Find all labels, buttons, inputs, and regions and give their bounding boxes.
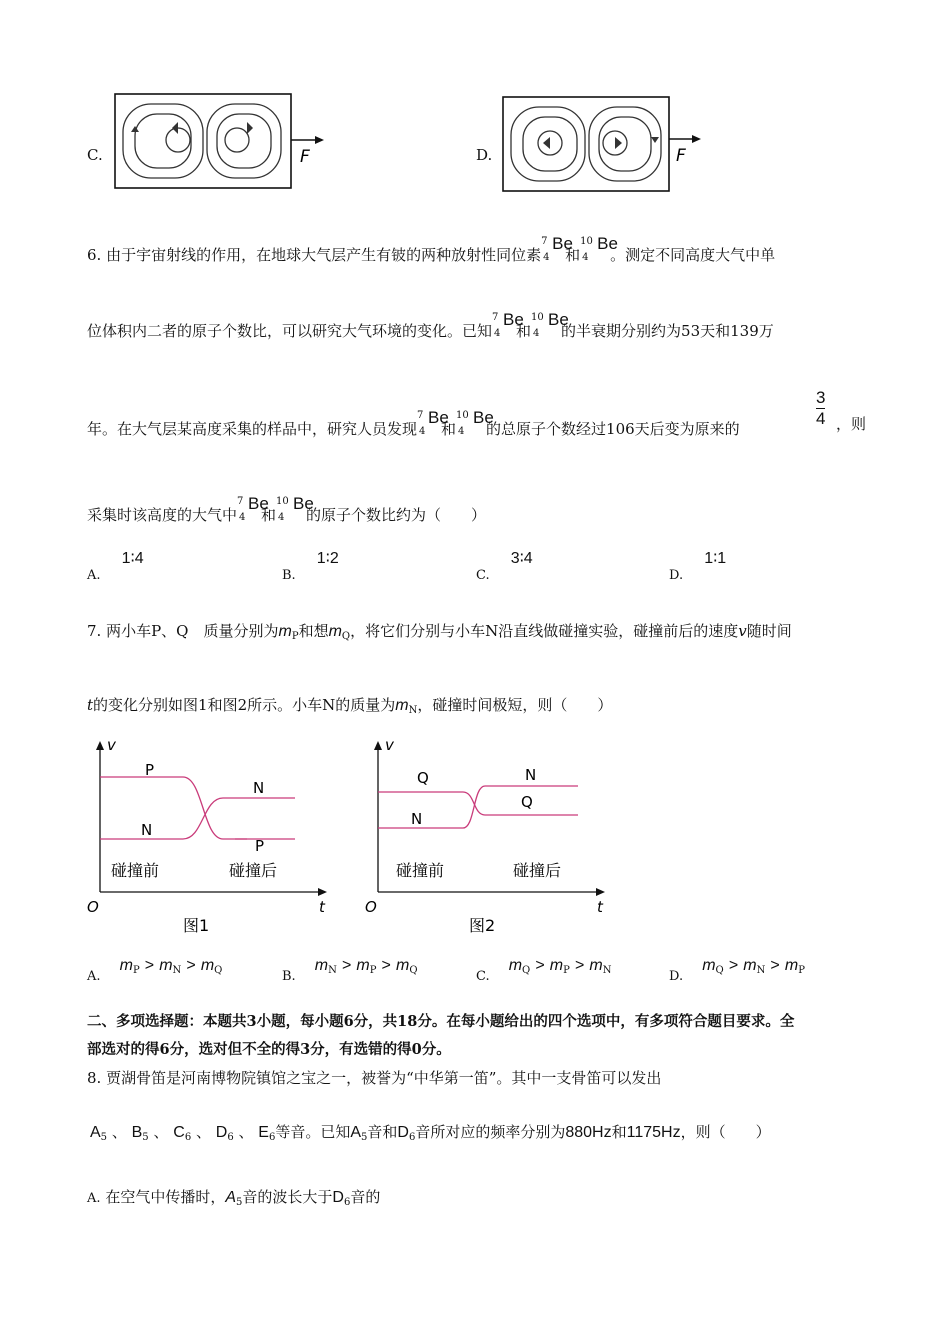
- q6-number: 6.: [87, 246, 102, 264]
- note-subscript: 6: [268, 1132, 276, 1143]
- current-loop-mid-left: [135, 114, 191, 168]
- mass-symbol: m: [589, 957, 603, 974]
- curve-label-n: N: [525, 766, 537, 784]
- q5-option-c-label: C.: [87, 146, 103, 164]
- note-subscript: 5: [100, 1132, 108, 1143]
- mass-symbol: m: [395, 697, 409, 714]
- q8-line-1: [87, 1068, 661, 1088]
- v-axis-arrow-icon: [374, 741, 382, 750]
- separator: 、: [111, 1123, 127, 1141]
- q6-option-a[interactable]: [87, 548, 144, 583]
- q8-text: ，则（ ）: [680, 1123, 771, 1141]
- greater-than: >: [144, 957, 155, 974]
- mass-symbol: m: [278, 623, 292, 640]
- p-velocity-curve: [100, 777, 247, 839]
- n-velocity-curve: [100, 798, 295, 839]
- q7-text: 的变化分别如图1和图2所示。小车N的质量为: [93, 696, 396, 714]
- section-2-heading-line-1: 二、多项选择题：本题共3小题，每小题6分，共18分。在每小题给出的四个选项中，有多项符合题目要求。全: [87, 1013, 795, 1030]
- q6-text: 由于宇宙射线的作用，在地球大气层产生有铍的两种放射性同位素: [106, 246, 542, 264]
- note-symbol: A: [350, 1124, 362, 1141]
- force-label: F: [676, 146, 686, 166]
- q7-option-d[interactable]: [669, 955, 805, 984]
- t-axis-arrow-icon: [596, 888, 605, 896]
- mass-subscript: P: [132, 965, 140, 976]
- note-symbol: C: [173, 1124, 185, 1141]
- q6-text: 的总原子个数经过106天后变为原来的: [486, 420, 740, 438]
- mass-subscript: N: [328, 965, 337, 976]
- direction-arrow-icon: [651, 137, 659, 143]
- mass-subscript: Q: [409, 965, 418, 976]
- mass-subscript: Q: [522, 965, 531, 976]
- note-subscript: 6: [184, 1132, 192, 1143]
- be7-nuclide: 7 4 Be: [237, 494, 269, 523]
- current-loop-outer-right: [589, 107, 661, 181]
- t-axis-label: t: [319, 898, 325, 916]
- time-symbol: t: [87, 696, 94, 714]
- fraction-denominator: 4: [816, 409, 826, 428]
- mass-symbol: m: [200, 957, 215, 974]
- v-axis-label: v: [107, 736, 116, 754]
- option-value: 3∶4: [510, 550, 533, 567]
- note-subscript: 5: [236, 1197, 243, 1208]
- be10-nuclide: 10 4 Be: [456, 408, 494, 437]
- q7-line-2: [87, 695, 612, 721]
- q6-text: 和: [565, 246, 581, 264]
- mass-symbol: m: [328, 623, 342, 640]
- mass-subscript: P: [798, 965, 805, 976]
- q8-line-2: [90, 1122, 771, 1148]
- greater-than: >: [341, 957, 352, 974]
- q6-line-3: [87, 408, 740, 439]
- q7-text: ，碰撞时间极短，则（ ）: [417, 696, 613, 714]
- option-text: 音的: [350, 1188, 381, 1206]
- direction-arrow-icon: [543, 137, 550, 149]
- q5-option-c-figure: [112, 90, 332, 192]
- separator: 、: [195, 1123, 211, 1141]
- q7-text: 和想: [298, 622, 329, 640]
- mass-subscript: N: [756, 965, 766, 976]
- q7-text: 随时间: [746, 622, 792, 640]
- direction-arrow-icon: [172, 122, 178, 134]
- q6-option-d[interactable]: [669, 548, 727, 583]
- q7-figure-2: [363, 735, 618, 940]
- separator: 、: [153, 1123, 169, 1141]
- option-label: D.: [669, 969, 684, 984]
- note-symbol: D: [397, 1124, 409, 1141]
- option-value: 1∶2: [316, 550, 339, 567]
- q6-text: 位体积内二者的原子个数比，可以研究大气环境的变化。已知: [87, 322, 493, 340]
- curve-label-p: P: [145, 761, 155, 779]
- mass-subscript: N: [408, 705, 418, 716]
- q6-text: 和: [261, 506, 277, 524]
- greater-than: >: [186, 957, 196, 974]
- q6-text: 和: [441, 420, 457, 438]
- greater-than: >: [574, 957, 585, 974]
- separator: 、: [238, 1123, 254, 1141]
- figure-caption: 图2: [469, 916, 496, 935]
- after-collision-label: 碰撞后: [513, 861, 562, 880]
- direction-arrow-icon: [131, 126, 139, 132]
- q6-option-b[interactable]: [282, 548, 339, 583]
- v-axis-arrow-icon: [96, 741, 104, 750]
- option-label: B.: [282, 969, 296, 984]
- note-subscript: 5: [142, 1132, 149, 1143]
- greater-than: >: [535, 957, 545, 974]
- mass-symbol: m: [508, 957, 523, 974]
- q-velocity-curve: [378, 792, 578, 815]
- mass-subscript: P: [563, 965, 570, 976]
- q6-text: 的半衰期分别约为53天和139万: [561, 322, 774, 340]
- be7-nuclide: 7 4 Be: [492, 310, 524, 339]
- before-collision-label: 碰撞前: [111, 861, 160, 880]
- t-axis-arrow-icon: [318, 888, 327, 896]
- be7-nuclide: 7 4 Be: [541, 234, 573, 263]
- option-label: B.: [282, 568, 296, 583]
- q8-text: 和: [611, 1123, 627, 1141]
- q6-line-2: [87, 310, 774, 341]
- q5-option-d-label: D.: [476, 146, 493, 164]
- curve-label-q: Q: [417, 769, 429, 787]
- note-subscript: 6: [408, 1132, 416, 1143]
- force-arrow-head-icon: [692, 135, 701, 143]
- origin-label: O: [365, 898, 377, 916]
- note-subscript: 6: [343, 1197, 351, 1208]
- fraction-numerator: 3: [816, 388, 826, 407]
- frequency-value: 1175Hz: [626, 1124, 681, 1141]
- note-symbol: B: [131, 1124, 143, 1141]
- v-axis-label: v: [385, 736, 394, 754]
- mass-symbol: m: [702, 957, 716, 974]
- mass-symbol: m: [356, 957, 370, 974]
- greater-than: >: [770, 957, 780, 974]
- q7-figure-1: [85, 735, 340, 940]
- q5-option-d-figure: [500, 93, 720, 195]
- be10-nuclide: 10 4 Be: [276, 494, 314, 523]
- field-box: [503, 97, 669, 191]
- q6-text: 和: [516, 322, 532, 340]
- t-axis-label: t: [597, 898, 603, 916]
- option-value: 1∶1: [704, 550, 727, 567]
- mass-symbol: m: [159, 957, 173, 974]
- note-symbol: D: [332, 1189, 344, 1206]
- option-label: A.: [87, 568, 101, 583]
- current-loop-inner-right: [225, 128, 249, 152]
- q6-text: 的原子个数比约为（ ）: [306, 506, 487, 524]
- after-collision-label: 碰撞后: [229, 861, 278, 880]
- note-subscript: 5: [361, 1132, 368, 1143]
- note-subscript: 6: [227, 1132, 234, 1143]
- mass-symbol: m: [549, 957, 564, 974]
- q8-number: 8.: [87, 1069, 102, 1087]
- current-loop-mid-right: [599, 117, 651, 171]
- q8-text: 等音。已知: [275, 1123, 351, 1141]
- q8-text: 音所对应的频率分别为: [415, 1123, 566, 1141]
- q6-text: 采集时该高度的大气中: [87, 506, 238, 524]
- q7-line-1: [87, 621, 792, 647]
- force-arrow-head-icon: [315, 136, 324, 144]
- mass-subscript: P: [369, 965, 377, 976]
- figure-caption: 图1: [183, 916, 210, 935]
- current-loop-outer-right: [207, 104, 281, 178]
- mass-symbol: m: [784, 957, 799, 974]
- direction-arrow-icon: [615, 137, 622, 149]
- curve-label-n: N: [141, 821, 153, 839]
- curve-label-n: N: [411, 810, 423, 828]
- frequency-value: 880Hz: [565, 1124, 612, 1141]
- q7-number: 7.: [87, 622, 102, 640]
- velocity-symbol: v: [738, 622, 747, 640]
- option-label: C.: [476, 568, 490, 583]
- note-symbol: A: [225, 1189, 236, 1206]
- direction-arrow-icon: [247, 122, 253, 134]
- fraction-three-quarters: [816, 388, 825, 429]
- q7-option-a[interactable]: [87, 955, 223, 984]
- q6-text: ，则: [836, 415, 867, 433]
- q8-text: 音和: [367, 1123, 398, 1141]
- mass-subscript: Q: [214, 965, 223, 976]
- mass-symbol: m: [395, 957, 410, 974]
- option-label: A.: [87, 969, 101, 984]
- option-label: C.: [476, 969, 490, 984]
- mass-symbol: m: [119, 957, 133, 974]
- option-label: D.: [669, 568, 684, 583]
- be10-nuclide: 10 4 Be: [580, 234, 618, 263]
- q6-line-4: [87, 494, 487, 525]
- curve-label-q: Q: [521, 793, 533, 811]
- force-label: F: [300, 147, 310, 167]
- mass-subscript: Q: [341, 631, 351, 642]
- note-symbol: D: [215, 1124, 228, 1141]
- mass-symbol: m: [743, 957, 757, 974]
- q6-text: 年。在大气层某高度采集的样品中，研究人员发现: [87, 420, 418, 438]
- q8-option-a[interactable]: [87, 1187, 380, 1213]
- option-label: A.: [87, 1191, 101, 1206]
- mass-subscript: Q: [715, 965, 724, 976]
- q6-option-c[interactable]: [476, 548, 533, 583]
- option-text: 音的波长大于: [242, 1188, 333, 1206]
- mass-subscript: P: [291, 631, 299, 642]
- be7-nuclide: 7 4 Be: [417, 408, 449, 437]
- q7-text: 两小车P、Q 质量分别为: [106, 622, 279, 640]
- before-collision-label: 碰撞前: [396, 861, 445, 880]
- q7-option-b[interactable]: [282, 955, 418, 984]
- curve-label-p: P: [255, 837, 265, 855]
- be10-nuclide: 10 4 Be: [531, 310, 569, 339]
- q8-text: 贾湖骨笛是河南博物院镇馆之宝之一，被誉为“中华第一笛”。其中一支骨笛可以发出: [106, 1069, 662, 1087]
- section-2-heading-line-2: 部选对的得6分，选对但不全的得3分，有选错的得0分。: [87, 1041, 451, 1058]
- option-text: 在空气中传播时，: [105, 1188, 226, 1206]
- origin-label: O: [87, 898, 99, 916]
- curve-label-n: N: [253, 779, 265, 797]
- greater-than: >: [728, 957, 739, 974]
- q7-option-c[interactable]: [476, 955, 612, 984]
- mass-subscript: N: [602, 965, 612, 976]
- mass-symbol: m: [314, 957, 329, 974]
- q6-text: 。测定不同高度大气中单: [610, 246, 776, 264]
- mass-subscript: N: [172, 965, 182, 976]
- q7-text: ，将它们分别与小车N沿直线做碰撞实验，碰撞前后的速度: [350, 622, 739, 640]
- option-value: 1∶4: [121, 550, 144, 567]
- q6-line-1: [87, 234, 776, 265]
- greater-than: >: [381, 957, 391, 974]
- note-symbol: E: [258, 1124, 269, 1141]
- note-symbol: A: [90, 1124, 101, 1141]
